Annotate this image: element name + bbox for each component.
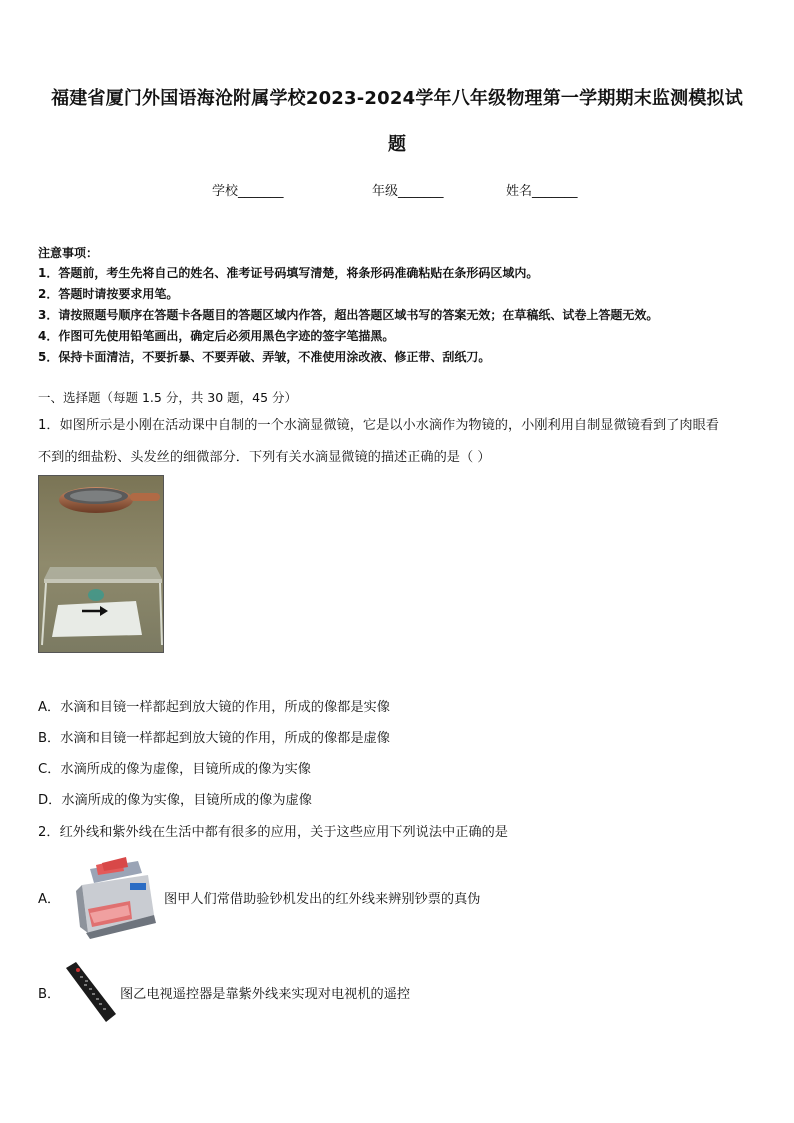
tv-remote-image xyxy=(62,960,120,1024)
notice-item: 1．答题前，考生先将自己的姓名、准考证号码填写清楚，将条形码准确粘贴在条形码区域内。 xyxy=(38,266,539,280)
question-2-option-a-letter: A． xyxy=(38,892,61,907)
question-1-stem: 1．如图所示是小刚在活动课中自制的一个水滴显微镜，它是以小水滴作为物镜的，小刚利用自制显微镜看到了肉眼看 xyxy=(38,418,719,433)
page-title: 福建省厦门外国语海沧附属学校2023-2024学年八年级物理第一学期期末监测模拟试 xyxy=(51,88,743,109)
question-2-option-b-letter: B． xyxy=(38,987,61,1002)
name-field-label: 姓名_______ xyxy=(506,184,578,199)
question-2-stem: 2．红外线和紫外线在生活中都有很多的应用，关于这些应用下列说法中正确的是 xyxy=(38,825,508,840)
notice-item: 4．作图可先使用铅笔画出，确定后必须用黑色字迹的签字笔描黑。 xyxy=(38,329,395,343)
section-heading: 一、选择题（每题 1.5 分，共 30 题，45 分） xyxy=(38,390,298,405)
question-2-option-a-text: 图甲人们常借助验钞机发出的红外线来辨别钞票的真伪 xyxy=(164,892,481,907)
question-2-option-b-text: 图乙电视遥控器是靠紫外线来实现对电视机的遥控 xyxy=(120,987,411,1002)
grade-field-label: 年级_______ xyxy=(372,184,444,199)
notice-item: 5．保持卡面清洁，不要折暴、不要弄破、弄皱，不准使用涂改液、修正带、刮纸刀。 xyxy=(38,350,491,364)
question-1-option-a: A．水滴和目镜一样都起到放大镜的作用，所成的像都是实像 xyxy=(38,700,390,715)
notice-item: 3．请按照题号顺序在答题卡各题目的答题区域内作答，超出答题区域书写的答案无效；在草稿纸、试卷上答题无效。 xyxy=(38,308,659,322)
water-drop-microscope-image xyxy=(38,475,164,653)
question-1-option-d: D．水滴所成的像为实像，目镜所成的像为虚像 xyxy=(38,793,312,808)
question-1-stem-continued: 不到的细盐粉、头发丝的细微部分．下列有关水滴显微镜的描述正确的是（ ） xyxy=(38,450,491,465)
notice-heading: 注意事项： xyxy=(38,246,99,260)
page-title-continued: 题 xyxy=(388,134,406,155)
question-1-option-c: C．水滴所成的像为虚像，目镜所成的像为实像 xyxy=(38,762,311,777)
school-field-label: 学校_______ xyxy=(212,184,284,199)
notice-item: 2．答题时请按要求用笔。 xyxy=(38,287,179,301)
bill-counter-image xyxy=(70,853,158,941)
question-1-option-b: B．水滴和目镜一样都起到放大镜的作用，所成的像都是虚像 xyxy=(38,731,390,746)
